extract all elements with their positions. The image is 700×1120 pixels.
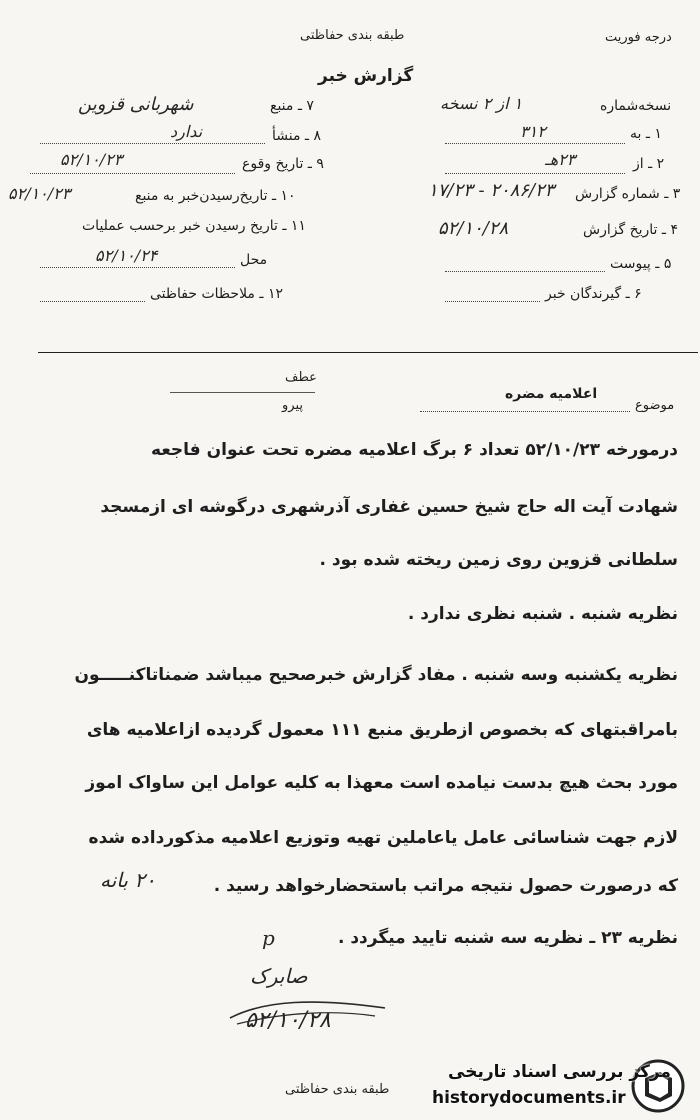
classification-label: طبقه بندی حفاظتی	[300, 28, 405, 43]
field-label: ۵ ـ پیوست	[610, 256, 672, 272]
field-label: ۷ ـ منبع	[270, 98, 314, 114]
field-label: ۳ ـ شماره گزارش	[575, 186, 681, 202]
watermark-title: مرکز بررسی اسناد تاریخی	[448, 1062, 671, 1082]
body-line: شهادت آیت اله حاج شیخ حسین غفاری آذرشهری درگوشه ای ازمسجد	[100, 497, 678, 517]
dotted-line	[30, 172, 235, 174]
field-value: ۵۲/۱۰/۲۳	[8, 184, 71, 203]
handwritten-date: ۵۲/۱۰/۲۸	[245, 1008, 331, 1033]
field-value: ۳۱۲	[520, 122, 546, 141]
dotted-line	[40, 300, 145, 302]
field-value: ۲۰۸۶/۲۳ - ۱۷/۲۳	[428, 180, 555, 201]
signature-stroke	[225, 990, 395, 1030]
reference-label: عطف	[285, 370, 317, 385]
field-value: ۱ از ۲ نسخه	[440, 94, 523, 113]
urgency-label: درجه فوریت	[605, 30, 672, 45]
handwritten-note: ۲۰ بانه	[100, 868, 156, 892]
field-label: محل	[240, 252, 268, 268]
handwritten-signature: صابرک	[250, 964, 308, 988]
dotted-line	[445, 270, 605, 272]
field-label: نسخه‌شماره	[600, 98, 672, 114]
body-line: نظریه یکشنبه وسه شنبه . مفاد گزارش خبرصحیح میباشد ضمناتاکنـــــون	[74, 665, 678, 685]
field-label: ۲ ـ از	[633, 156, 665, 172]
followup-label: پیرو	[282, 398, 303, 413]
watermark-url: historydocuments.ir	[432, 1088, 626, 1108]
body-line: که درصورت حصول نتیجه مراتب باستحضارخواهد رسید .	[213, 876, 678, 896]
field-label: ۹ ـ تاریخ وقوع	[242, 156, 324, 172]
dotted-line	[445, 142, 625, 144]
body-line: سلطانی قزوین روی زمین ریخته شده بود .	[319, 550, 678, 570]
body-line: مورد بحث هیچ بدست نیامده است معهذا به کلیه عوامل این ساواک اموز	[85, 773, 678, 793]
handwritten-mark: p	[262, 926, 275, 950]
dotted-line	[40, 142, 265, 144]
subject-label: موضوع	[635, 398, 675, 413]
dotted-line	[40, 266, 235, 268]
field-value: ۵۲/۱۰/۲۸	[438, 218, 509, 239]
separator-rule	[38, 352, 698, 353]
field-label: ۶ ـ گیرندگان خبر	[545, 286, 642, 302]
body-line: نظریه ۲۳ ـ نظریه سه شنبه تایید میگردد .	[337, 928, 678, 948]
body-line: لازم جهت شناسائی عامل یاعاملین تهیه وتوزیع اعلامیه مذکورداده شده	[88, 828, 678, 848]
body-line: درمورخه ۵۲/۱۰/۲۳ تعداد ۶ برگ اعلامیه مضره تحت عنوان فاجعه	[151, 440, 678, 460]
field-label: ۱۲ ـ ملاحظات حفاظتی	[150, 286, 283, 302]
dotted-line	[445, 300, 540, 302]
field-value: ۵۲/۱۰/۲۴	[95, 246, 158, 265]
field-value: ندارد	[170, 122, 203, 141]
field-value: ۲۳هـ	[545, 150, 576, 169]
subject-value: اعلامیه مضره	[505, 386, 598, 402]
field-label: ۱۰ ـ تاریخ‌رسیدن‌خبر به منبع	[135, 188, 296, 204]
field-label: ۸ ـ منشأ	[272, 128, 322, 144]
subject-dotted-line	[420, 410, 630, 412]
footer-classification: طبقه بندی حفاظتی	[285, 1082, 390, 1097]
report-title: گزارش خبر	[318, 66, 414, 86]
dotted-line	[445, 172, 625, 174]
field-label: ۴ ـ تاریخ گزارش	[583, 222, 678, 238]
field-label: ۱ ـ به	[630, 126, 662, 142]
body-line: نظریه شنبه . شنبه نظری ندارد .	[407, 604, 678, 624]
field-value: شهربانی قزوین	[78, 94, 194, 115]
body-line: بامراقبتهای که بخصوص ازطریق منبع ۱۱۱ معمول گردیده ازاعلامیه های	[86, 720, 678, 740]
field-value: ۵۲/۱۰/۲۳	[60, 150, 123, 169]
reference-rule	[170, 392, 315, 393]
field-label: ۱۱ ـ تاریخ رسیدن خبر برحسب عملیات	[82, 218, 306, 234]
